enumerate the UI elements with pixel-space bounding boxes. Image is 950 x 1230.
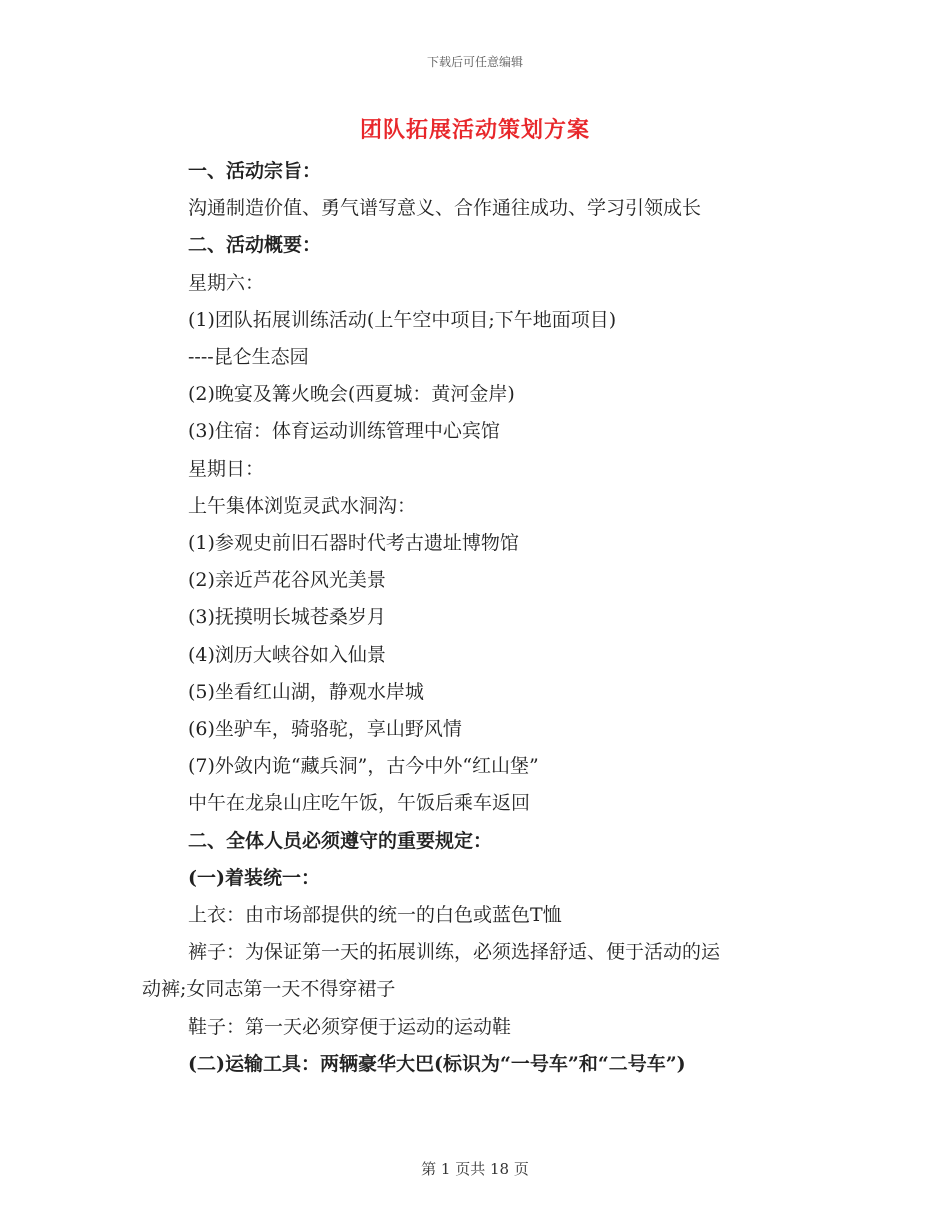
body-text-line: 中午在龙泉山庄吃午饭，午饭后乘车返回 xyxy=(188,792,531,815)
body-text-line: (2)晚宴及篝火晚会(西夏城：黄河金岸) xyxy=(188,383,515,406)
body-text-line: ----昆仑生态园 xyxy=(188,346,309,368)
section-heading: 一、活动宗旨： xyxy=(188,160,322,182)
body-text-line: 裤子：为保证第一天的拓展训练，必须选择舒适、便于活动的运 xyxy=(188,941,721,964)
body-text-line: (7)外敛内诡“藏兵洞”，古今中外“红山堡” xyxy=(188,755,539,778)
body-text-line: (1)团队拓展训练活动(上午空中项目;下午地面项目) xyxy=(188,308,617,331)
body-text-line: 上午集体浏览灵武水洞沟： xyxy=(188,494,417,517)
body-text-line: 星期六： xyxy=(188,271,265,294)
body-text-line: (3)住宿：体育运动训练管理中心宾馆 xyxy=(188,420,500,443)
section-heading: (一)着装统一： xyxy=(188,866,320,889)
body-text-line: (4)浏历大峡谷如入仙景 xyxy=(188,643,386,666)
body-text-line: (2)亲近芦花谷风光美景 xyxy=(188,569,386,592)
document-title: 团队拓展活动策划方案 xyxy=(359,117,590,143)
body-text-line: 上衣：由市场部提供的统一的白色或蓝色T恤 xyxy=(188,904,562,926)
body-text-line: (1)参观史前旧石器时代考古遗址博物馆 xyxy=(188,532,519,554)
section-heading: (二)运输工具：两辆豪华大巴(标识为“一号车”和“二号车”) xyxy=(188,1052,686,1075)
body-text-line: 动裤;女同志第一天不得穿裙子 xyxy=(142,978,396,1001)
body-text-line: (5)坐看红山湖，静观水岸城 xyxy=(188,680,424,703)
body-text-line: (6)坐驴车，骑骆驼，享山野风情 xyxy=(188,718,462,740)
body-text-line: 鞋子：第一天必须穿便于运动的运动鞋 xyxy=(188,1015,512,1038)
body-text-line: 星期日： xyxy=(188,457,265,480)
section-heading: 二、全体人员必须遵守的重要规定： xyxy=(188,829,493,852)
page-header: 下载后可任意编辑 xyxy=(426,55,523,69)
body-text-line: 沟通制造价值、勇气谱写意义、合作通往成功、学习引领成长 xyxy=(188,197,702,220)
page-footer: 第 1 页共 18 页 xyxy=(421,1160,529,1178)
body-text-line: (3)抚摸明长城苍桑岁月 xyxy=(188,606,386,629)
section-heading: 二、活动概要： xyxy=(188,234,322,257)
